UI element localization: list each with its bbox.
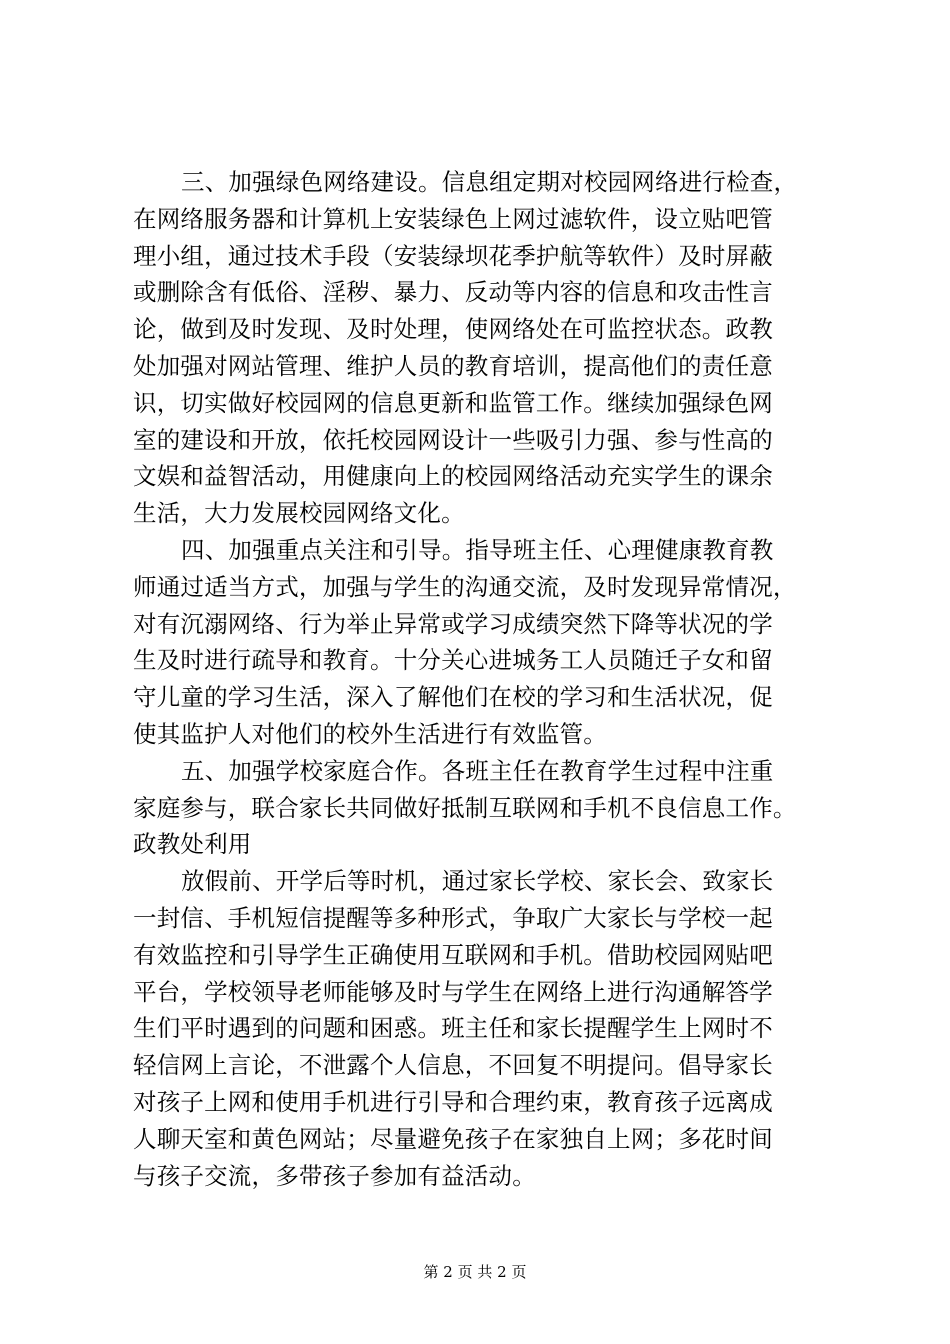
paragraph-first-line: 三、加强绿色网络建设。信息组定期对校园网络进行检查， (181, 168, 798, 196)
text-line: 使其监护人对他们的校外生活进行有效监管。 (133, 719, 607, 748)
text-line: 家庭参与，联合家长共同做好抵制互联网和手机不良信息工作。 (133, 793, 797, 822)
text-line: 生及时进行疏导和教育。十分关心进城务工人员随迁子女和留 (133, 646, 773, 675)
text-line: 对孩子上网和使用手机进行引导和合理约束，教育孩子远离成 (133, 1087, 773, 1116)
text-line: 文娱和益智活动，用健康向上的校园网络活动充实学生的课余 (133, 462, 773, 491)
page-footer: 第 2 页 共 2 页 (423, 1263, 527, 1281)
text-line: 论，做到及时发现、及时处理，使网络处在可监控状态。政教 (133, 315, 773, 344)
text-line: 轻信网上言论，不泄露个人信息，不回复不明提问。倡导家长 (133, 1051, 773, 1080)
text-line: 平台，学校领导老师能够及时与学生在网络上进行沟通解答学 (133, 977, 773, 1006)
text-line: 或删除含有低俗、淫秽、暴力、反动等内容的信息和攻击性言 (133, 278, 773, 307)
text-line: 处加强对网站管理、维护人员的教育培训，提高他们的责任意 (133, 351, 773, 380)
text-line: 室的建设和开放，依托校园网设计一些吸引力强、参与性高的 (133, 425, 773, 454)
text-line: 生活，大力发展校园网络文化。 (133, 499, 465, 528)
paragraph-first-line: 五、加强学校家庭合作。各班主任在教育学生过程中注重 (181, 756, 774, 785)
text-line: 在网络服务器和计算机上安装绿色上网过滤软件，设立贴吧管 (133, 204, 773, 233)
text-line: 一封信、手机短信提醒等多种形式，争取广大家长与学校一起 (133, 903, 773, 932)
document-body (133, 164, 838, 1194)
text-line: 人聊天室和黄色网站；尽量避免孩子在家独自上网；多花时间 (133, 1124, 773, 1153)
text-line: 政教处利用 (133, 830, 252, 859)
text-line: 理小组，通过技术手段（安装绿坝花季护航等软件）及时屏蔽 (133, 241, 773, 270)
text-line: 有效监控和引导学生正确使用互联网和手机。借助校园网贴吧 (133, 940, 773, 969)
text-line: 生们平时遇到的问题和困惑。班主任和家长提醒学生上网时不 (133, 1014, 773, 1043)
text-line: 守儿童的学习生活，深入了解他们在校的学习和生活状况，促 (133, 683, 773, 712)
paragraph-first-line: 四、加强重点关注和引导。指导班主任、心理健康教育教 (181, 535, 774, 564)
paragraph-first-line: 放假前、开学后等时机，通过家长学校、家长会、致家长 (181, 867, 774, 896)
text-line: 与孩子交流，多带孩子参加有益活动。 (133, 1161, 536, 1190)
text-line: 对有沉溺网络、行为举止异常或学习成绩突然下降等状况的学 (133, 609, 773, 638)
text-line: 师通过适当方式，加强与学生的沟通交流，及时发现异常情况， (133, 572, 797, 601)
text-line: 识，切实做好校园网的信息更新和监管工作。继续加强绿色网 (133, 388, 773, 417)
